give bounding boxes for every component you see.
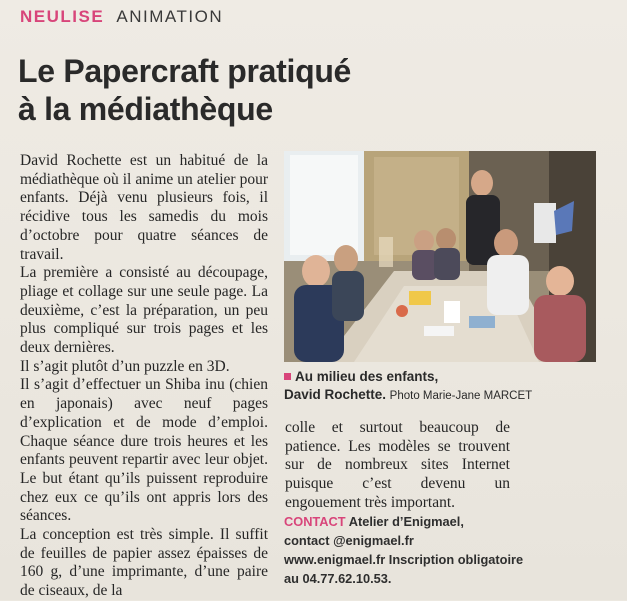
paragraph: colle et surtout beaucoup de patience. Les modèles se trouvent sur de nombreux sites Internet puisque c’est devenu un engouement très important. (285, 419, 510, 511)
paragraph: La première a consisté au découpage, pliage et collage sur une seule page. La deuxième, c’est la préparation, un peu plus compliqué sur trois pages et les deux dernières. (20, 264, 268, 357)
contact-website[interactable]: www.enigmael.fr Inscription obligatoire (284, 552, 524, 567)
caption-line-1: Au milieu des enfants, (284, 368, 596, 386)
photo-credit: Photo Marie-Jane MARCET (389, 390, 533, 402)
caption-bullet-icon (284, 373, 291, 380)
paragraph: David Rochette est un habitué de la médiathèque où il anime un atelier pour enfants. Déjà venu plusieurs fois, il récidive tous les samedis du mois d’octobre pour quatre séances de travail. (20, 152, 268, 263)
caption-line-2 (284, 386, 596, 405)
article-headline (18, 52, 608, 128)
workshop-photo (284, 151, 596, 362)
paragraph: Il s’agit plutôt d’un puzzle en 3D. (20, 357, 230, 375)
photo-illustration (284, 151, 596, 362)
headline-line-1: Le Papercraft pratiqué (18, 53, 352, 89)
city-label: NEULISE (20, 7, 105, 26)
contact-line-1: CONTACT Atelier d’Enigmael, (284, 514, 464, 529)
article-column-2 (285, 419, 510, 513)
headline-line-2: à la médiathèque (18, 91, 273, 127)
contact-email[interactable]: contact @enigmael.fr (284, 533, 414, 548)
article-column-1 (20, 152, 268, 601)
contact-label: CONTACT (284, 514, 346, 529)
rubric-label: ANIMATION (116, 7, 224, 26)
contact-phone: au 04.77.62.10.53. (284, 571, 392, 586)
section-kicker (20, 6, 223, 28)
photo-caption (284, 368, 596, 405)
contact-box (284, 512, 584, 588)
paragraph: Il s’agit d’effectuer un Shiba inu (chien en japonais) avec neuf pages d’explication et de mode d’emploi. Chaque séance dure trois heures et les enfants peuvent repartir avec leur objet. Le but étant qu’ils puissent reproduire chez eux ce qu’ils ont appris lors des séances. (20, 376, 268, 525)
paragraph: La conception est très simple. Il suffit de feuilles de papier assez épaisses de 160 g, d’une imprimante, d’une paire de ciseaux, de la (20, 526, 268, 600)
caption-name: David Rochette. (284, 387, 387, 402)
